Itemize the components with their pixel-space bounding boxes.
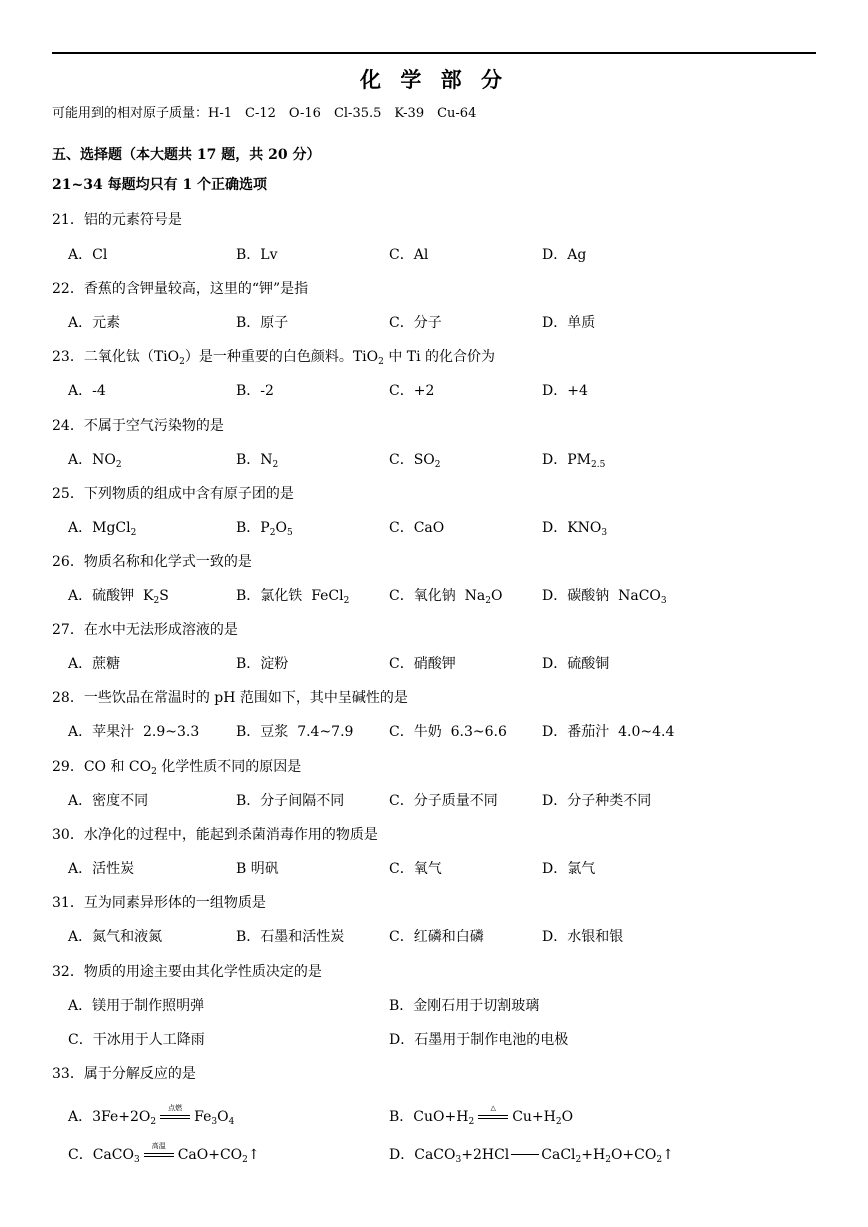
section-heading: 五、选择题（本大题共 17 题，共 20 分） xyxy=(52,147,321,163)
option-b[interactable]: B．氯化铁 FeCl$_2$ xyxy=(236,588,350,606)
question-33-stem: 33．属于分解反应的是 xyxy=(52,1066,196,1082)
option-b[interactable]: B．金刚石用于切割玻璃 xyxy=(389,998,540,1014)
option-c[interactable]: C．$SO_2$ xyxy=(389,452,441,470)
option-c[interactable]: C．氧化钠 $Na_2O$ xyxy=(389,588,503,606)
option-a[interactable]: A．苹果汁 2.9~3.3 xyxy=(68,724,200,740)
option-d[interactable]: D．CaCO$_3$+2HCl $CaCl_2+H_2O+CO_2↑$ xyxy=(389,1147,674,1165)
option-c[interactable]: C．牛奶 6.3~6.6 xyxy=(389,724,507,740)
option-d[interactable]: D．+4 xyxy=(542,383,588,399)
option-d[interactable]: D．$KNO_3$ xyxy=(542,520,608,538)
option-a[interactable]: A．Cl xyxy=(68,247,108,263)
option-d[interactable]: D．单质 xyxy=(542,315,596,331)
option-b[interactable]: B．-2 xyxy=(236,383,274,399)
option-c[interactable]: C．氧气 xyxy=(389,861,442,877)
option-c[interactable]: C．CaCO$_3$ 高温 $CaO+CO_2↑$ xyxy=(68,1142,260,1165)
option-b[interactable]: B．分子间隔不同 xyxy=(236,793,345,809)
question-28-stem: 28．一些饮品在常温时的 pH 范围如下，其中呈碱性的是 xyxy=(52,690,408,706)
option-a[interactable]: A．MgCl$_2$ xyxy=(68,520,137,538)
option-a[interactable]: A．活性炭 xyxy=(68,861,135,877)
option-a[interactable]: A．密度不同 xyxy=(68,793,149,809)
option-d[interactable]: D．石墨用于制作电池的电极 xyxy=(389,1032,569,1048)
question-22-stem: 22．香蕉的含钾量较高，这里的“钾”是指 xyxy=(52,281,309,297)
option-c[interactable]: C．+2 xyxy=(389,383,435,399)
option-a[interactable]: A．$NO_2$ xyxy=(68,452,122,470)
option-a[interactable]: A．元素 xyxy=(68,315,121,331)
option-c[interactable]: C．硝酸钾 xyxy=(389,656,456,672)
option-a[interactable]: A．蔗糖 xyxy=(68,656,121,672)
option-b[interactable]: B．$CuO+H_2$ △ $Cu+H_2O$ xyxy=(389,1104,574,1127)
reaction-condition-arrow: 高温 xyxy=(142,1146,176,1160)
option-d[interactable]: D．$PM_{2.5}$ xyxy=(542,452,606,470)
option-b[interactable]: B 明矾 xyxy=(236,861,279,877)
question-23-stem: 23．二氧化钛（TiO$_2$）是一种重要的白色颜料。TiO$_2$ 中 Ti 的化合价为 xyxy=(52,349,496,367)
reaction-condition-arrow: 点燃 xyxy=(158,1108,192,1122)
question-26-stem: 26．物质名称和化学式一致的是 xyxy=(52,554,252,570)
option-a[interactable]: A．-4 xyxy=(68,383,106,399)
reaction-equals-line xyxy=(511,1154,539,1155)
question-21-stem: 21．铝的元素符号是 xyxy=(52,212,182,228)
option-c[interactable]: C．Al xyxy=(389,247,429,263)
option-d[interactable]: D．水银和银 xyxy=(542,929,624,945)
option-b[interactable]: B．淀粉 xyxy=(236,656,289,672)
option-d[interactable]: D．氯气 xyxy=(542,861,596,877)
atomic-masses: 可能用到的相对原子质量：H-1 C-12 O-16 Cl-35.5 K-39 Cu-64 xyxy=(52,106,477,121)
option-d[interactable]: D．硫酸铜 xyxy=(542,656,610,672)
option-b[interactable]: B．Lv xyxy=(236,247,278,263)
top-rule xyxy=(52,52,816,54)
option-d[interactable]: D．Ag xyxy=(542,247,587,263)
option-d[interactable]: D．分子种类不同 xyxy=(542,793,652,809)
option-a[interactable]: A．硫酸钾 $K_2S$ xyxy=(68,588,169,606)
section-note: 21~34 每题均只有 1 个正确选项 xyxy=(52,177,268,193)
question-29-stem: 29．CO 和 $CO_2$ 化学性质不同的原因是 xyxy=(52,759,302,777)
question-31-stem: 31．互为同素异形体的一组物质是 xyxy=(52,895,266,911)
option-c[interactable]: C．分子质量不同 xyxy=(389,793,498,809)
option-c[interactable]: C．红磷和白磷 xyxy=(389,929,484,945)
option-b[interactable]: B．原子 xyxy=(236,315,289,331)
option-b[interactable]: B．$P_2O_5$ xyxy=(236,520,293,538)
reaction-condition-arrow: △ xyxy=(476,1108,510,1122)
question-25-stem: 25．下列物质的组成中含有原子团的是 xyxy=(52,486,294,502)
question-30-stem: 30．水净化的过程中，能起到杀菌消毒作用的物质是 xyxy=(52,827,378,843)
question-24-stem: 24．不属于空气污染物的是 xyxy=(52,418,224,434)
option-b[interactable]: B．$N_2$ xyxy=(236,452,279,470)
option-b[interactable]: B．豆浆 7.4~7.9 xyxy=(236,724,354,740)
option-a[interactable]: A．镁用于制作照明弹 xyxy=(68,998,205,1014)
option-a[interactable]: A．氮气和液氮 xyxy=(68,929,163,945)
option-c[interactable]: C．CaO xyxy=(389,520,445,536)
option-c[interactable]: C．分子 xyxy=(389,315,442,331)
option-c[interactable]: C．干冰用于人工降雨 xyxy=(68,1032,205,1048)
question-27-stem: 27．在水中无法形成溶液的是 xyxy=(52,622,238,638)
option-a[interactable]: A．$3Fe+2O_2$ 点燃 $Fe_3O_4$ xyxy=(68,1104,235,1127)
page-title: 化 学 部 分 xyxy=(360,67,508,92)
question-32-stem: 32．物质的用途主要由其化学性质决定的是 xyxy=(52,964,322,980)
option-d[interactable]: D．碳酸钠 NaCO$_3$ xyxy=(542,588,667,606)
option-d[interactable]: D．番茄汁 4.0~4.4 xyxy=(542,724,675,740)
option-b[interactable]: B．石墨和活性炭 xyxy=(236,929,345,945)
